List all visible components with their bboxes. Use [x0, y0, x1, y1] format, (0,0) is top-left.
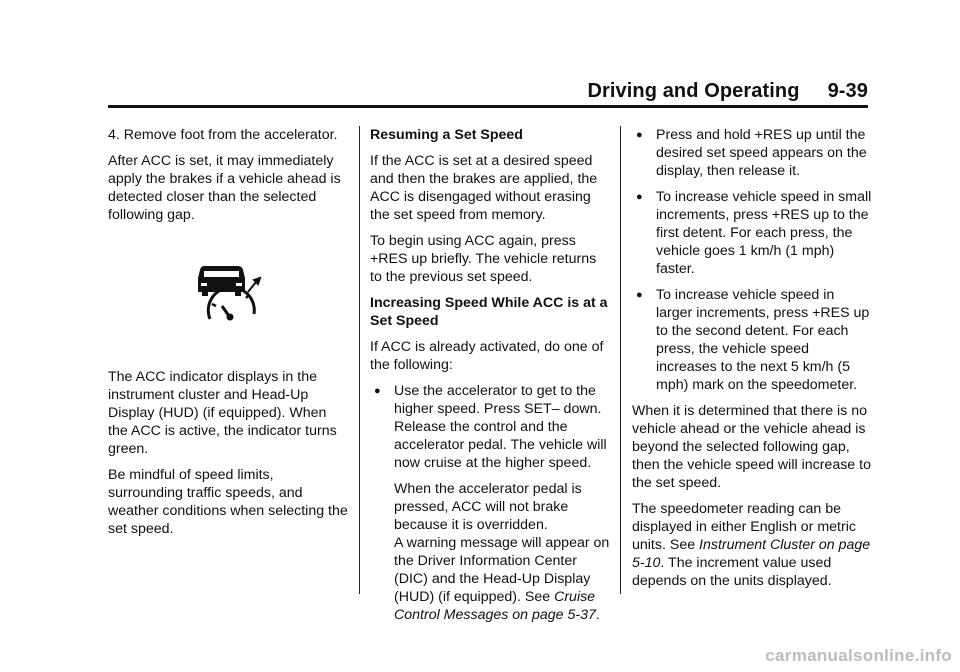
paragraph-already-activated: If ACC is already activated, do one of the following:	[370, 339, 604, 373]
speedo-text-b: . The increment value used depends on the units displayed.	[632, 555, 832, 589]
header-text	[587, 80, 868, 103]
bullet-accelerator	[370, 382, 610, 472]
bullet-dot: ●	[636, 191, 643, 203]
bullet-text: Use the accelerator to get to the higher speed. Press SET– down. Release the control and the accelerator pedal. The vehicle will now cruise at the higher speed.	[394, 383, 607, 471]
watermark: carmanualsonline.info	[765, 646, 952, 665]
warning-text: A warning message will appear on the Driver Information Center (DIC) and the Head-Up Display (HUD) (if equipped). See	[394, 535, 610, 605]
paragraph-no-vehicle-ahead: When it is determined that there is no vehicle ahead or the vehicle ahead is beyond the selected following gap, then the vehicle speed will increase to the set speed.	[632, 403, 871, 491]
bullet-small-increments	[632, 188, 872, 278]
bullet-dot: ●	[636, 129, 643, 141]
column-2	[370, 126, 610, 632]
bullet-text: To increase vehicle speed in larger increments, press +RES up to the second detent. For each press, the vehicle speed increases to the next 5 km/h (5 mph) mark on the speedometer.	[656, 287, 870, 393]
heading-increasing: Increasing Speed While ACC is at a Set Speed	[370, 295, 608, 329]
paragraph-resume-1: If the ACC is set at a desired speed and then the brakes are applied, the ACC is disengaged without erasing the set speed from memory.	[370, 153, 598, 223]
cruise-messages-link[interactable]: Cruise Control Messages on page 5-37	[394, 589, 596, 623]
heading-resuming: Resuming a Set Speed	[370, 127, 523, 143]
sub-paragraph-overridden: When the accelerator pedal is pressed, ACC will not brake because it is overridden.	[394, 481, 582, 533]
bullet-text: To increase vehicle speed in small increments, press +RES up to the first detent. For each press, the vehicle goes 1 km/h (1 mph) faster.	[656, 189, 872, 277]
sub-paragraph-warning	[370, 534, 610, 624]
bullet-dot: ●	[636, 289, 643, 301]
header-rule	[108, 105, 868, 108]
paragraph-speedometer	[632, 500, 872, 590]
paragraph-mindful: Be mindful of speed limits, surrounding traffic speeds, and weather conditions when selecting the set speed.	[108, 467, 348, 537]
bullet-press-hold	[632, 126, 872, 180]
column-3	[632, 126, 872, 598]
instrument-cluster-link[interactable]: Instrument Cluster on page 5-10	[632, 537, 871, 571]
page-number: 9-39	[827, 80, 868, 102]
column-divider-1	[359, 126, 360, 594]
paragraph-resume-2: To begin using ACC again, press +RES up briefly. The vehicle returns to the previous set speed.	[370, 233, 597, 285]
paragraph-after-acc-set: After ACC is set, it may immediately apply the brakes if a vehicle ahead is detected closer than the selected following gap.	[108, 153, 341, 223]
acc-indicator-svg	[198, 262, 262, 322]
step-4: 4. Remove foot from the accelerator.	[108, 127, 338, 143]
bullet-large-increments	[632, 286, 872, 394]
bullet-dot: ●	[374, 385, 381, 397]
warning-end: .	[595, 607, 600, 623]
column-1	[108, 126, 348, 546]
bullet-text: Press and hold +RES up until the desired set speed appears on the display, then release it.	[656, 127, 867, 179]
acc-indicator-icon	[198, 262, 262, 322]
column-divider-2	[620, 126, 621, 594]
speedo-text-a: The speedometer reading can be displayed in either English or metric units. See	[632, 501, 856, 553]
section-title: Driving and Operating	[587, 80, 800, 102]
paragraph-acc-indicator: The ACC indicator displays in the instrument cluster and Head-Up Display (HUD) (if equipped). When the ACC is active, the indicator turns green.	[108, 369, 337, 457]
page-header	[108, 78, 868, 104]
